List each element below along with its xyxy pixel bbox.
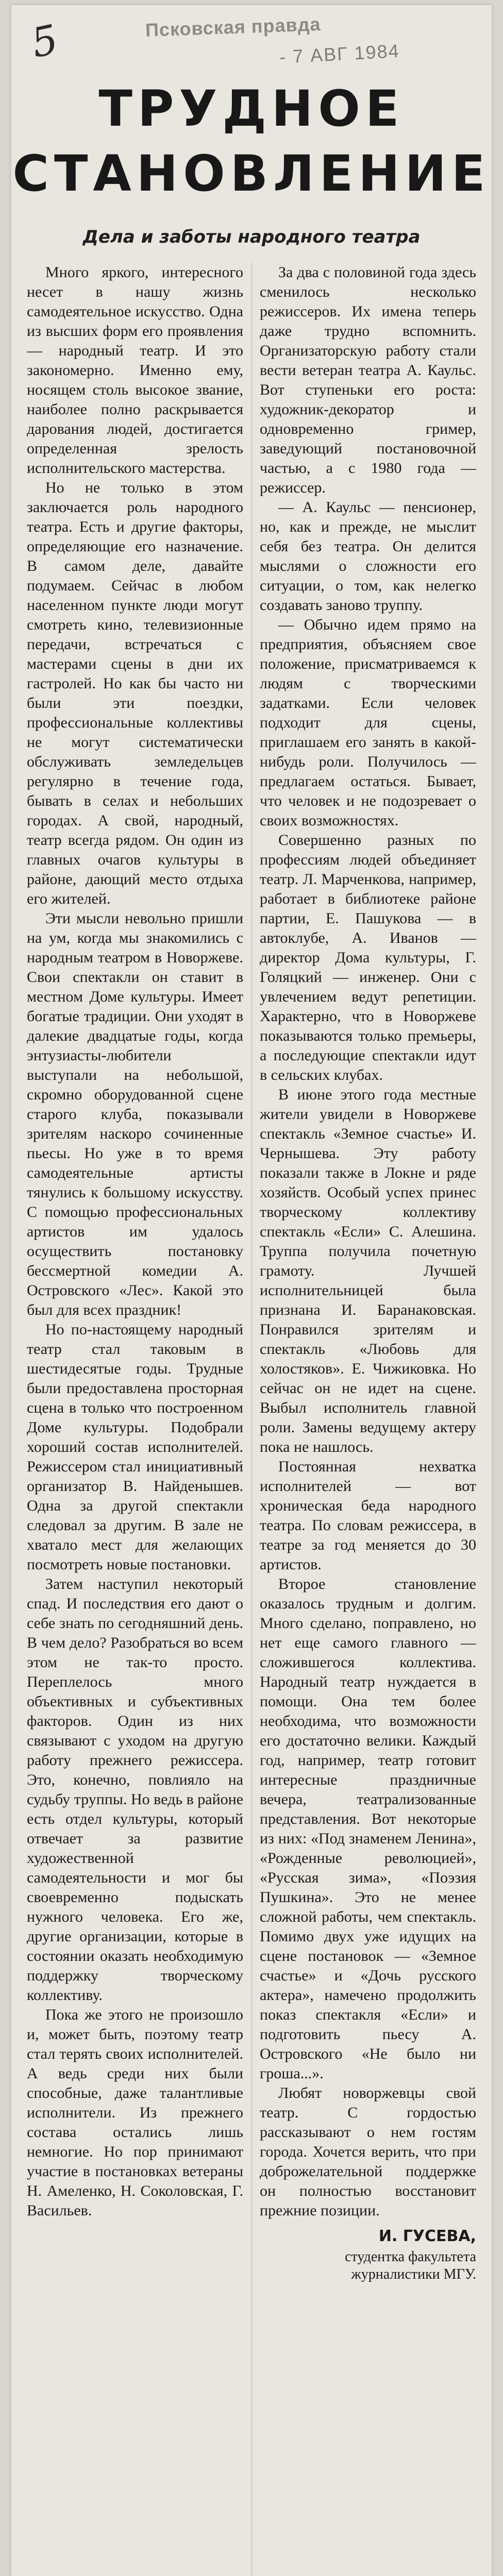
article-paragraph: Постоянная нехватка исполнителей — вот хроническая беда народного театра. По словам режиссера, в театре за год меняется до 30 артистов. [260, 1458, 476, 1573]
article-body [27, 263, 476, 2576]
handwritten-number: 5 [27, 16, 62, 67]
article-paragraph: Пока же этого не произошло и, может быть, поэтому театр стал терять своих исполнителей. А ведь среди них были способные, даже талантливые исполнители. Из прежнего состава остались лишь немногие. Но пор принимают участие в постановках ветераны Н. Амеленко, Н. Соколовская, Г. Васильев. [27, 2006, 243, 2219]
article-subtitle: Дела и заботы народного театра [82, 227, 421, 247]
article-paragraph: — А. Каульс — пенсионер, но, как и прежде, не мыслит себя без театра. Он делится мыслями о сложности его ситуации, о том, как нелегко создавать заново труппу. [260, 499, 476, 614]
newspaper-name-stamp: Псковская правда [145, 13, 322, 41]
author-name: И. ГУСЕВА, [378, 2227, 476, 2245]
article-paragraph: Эти мысли невольно пришли на ум, когда мы знакомились с народным театром в Новоржеве. Свои спектакли он ставит в местном Доме культуры. Имеет богатые традиции. Они уходят в далекие двадцатые годы, когда энтузиасты-любители выступали на небольшой, скромно оборудованной сцене старого клуба, показывали зрителям наскоро сочиненные пьесы. Но уже в то время самодеятельные артисты тянулись к большому искусству. С помощью профессиональных артистов им удалось осуществить постановку бессмертной комедии А. Островского «Лес». Какой это был для всех праздник! [27, 910, 243, 1318]
article-paragraph: Но по-настоящему народный театр стал таковым в шестидесятые годы. Трудные были предоставлена просторная сцена в только что построенном Доме культуры. Подобрали хороший состав исполнителей. Режиссером стал инициативный организатор В. Найденышев. Одна за другой спектакли следовал за другим. В зале не хватало мест для желающих посмотреть новые постановки. [27, 1321, 243, 1573]
left-column [27, 263, 243, 2576]
article-paragraph: В июне этого года местные жители увидели в Новоржеве спектакль «Земное счастье» И. Чернышева. Эту работу показали также в Локне и ряде хозяйств. Особый успех принес творческому коллективу спектакль «Если» С. Алешина. Труппа получила почетную грамоту. Лучшей исполнительницей была признана И. Баранаковская. Понравился зрителям и спектакль «Любовь для холостяков». Е. Чижиковка. Но сейчас он не идет на сцене. Выбыл исполнитель главной роли. Замены ведущему актеру пока не нашлось. [260, 1086, 476, 1455]
article-paragraph: За два с половиной года здесь сменилось несколько режиссеров. Их имена теперь даже трудно вспомнить. Организаторскую работу стали вести ветеран театра А. Каульс. Вот ступеньки его роста: художник-декоратор и одновременно гример, заведующий постановочной частью, а с 1980 года — режиссер. [260, 264, 476, 496]
date-stamp: - 7 АВГ 1984 [279, 40, 400, 68]
title-line-1: ТРУДНОЕ [98, 80, 405, 138]
article-paragraph: Совершенно разных по профессиям людей объединяет театр. Л. Марченкова, например, работает в библиотеке районе партии, Е. Пашукова — в автоклубе, А. Иванов — директор Дома культуры, Г. Голяцкий — инженер. Они с увлечением ведут репетиции. Характерно, что в Новоржеве показываются только премьеры, а последующие спектакли идут в сельских клубах. [260, 832, 476, 1083]
article-paragraph: Любят новоржевцы свой театр. С гордостью рассказывают о нем гостям города. Хочется верить, что при доброжелательной поддержке он полностью восстановит прежние позиции. [260, 2084, 476, 2219]
title-line-2: СТАНОВЛЕНИЕ [12, 145, 491, 202]
article-paragraph: Второе становление оказалось трудным и долгим. Много сделано, поправлено, но нет еще самого главного — сложившегося коллектива. Народный театр нуждается в помощи. Она тем более необходима, что возможности его достаточно велики. Каждый год, например, театр готовит интересные праздничные вечера, театрализованные представления. Вот некоторые из них: «Под знаменем Ленина», «Рожденные революцией», «Русская зима», «Поэзия Пушкина». Это не менее сложной работы, чем спектакль. Помимо двух уже идущих на сцене постановок — «Земное счастье» и «Дочь русского актера», намечено продолжить показ спектакля «Если» и подготовить пьесу А. Островского «Не было ни гроша...». [260, 1575, 476, 2082]
article-paragraph: Но не только в этом заключается роль народного театра. Есть и другие факторы, определяющие его назначение. В самом деле, давайте подумаем. Сейчас в любом населенном пункте люди могут смотреть кино, телевизионные передачи, встречаться с мастерами сцены в дни их гастролей. Но как бы часто ни были эти поездки, профессиональные коллективы не могут систематически обслуживать земледельцев регулярно в течение года, бывать в селах и небольших городах. А свой, народный, театр всегда рядом. Он один из главных очагов культуры в районе, дающий место отдыха его жителей. [27, 479, 243, 907]
article-title [11, 76, 492, 206]
article-paragraph: Затем наступил некоторый спад. И последствия его дают о себе знать по сегодняшний день. В чем дело? Разобраться во всем этом не так-то просто. Переплелось много объективных и субъективных факторов. Один из них связывают с уходом на другую работу прежнего режиссера. Это, конечно, повлияло на судьбу труппы. Но ведь в районе есть отдел культуры, который отвечает за развитие художественной самодеятельности и мог бы своевременно подыскать нужного человека. Его же, другие организации, которые в состоянии оказать необходимую поддержку творческому коллективу. [27, 1575, 243, 2004]
newspaper-clipping [11, 5, 492, 2576]
author-affiliation: студентка факультета журналистики МГУ. [345, 2249, 476, 2282]
clipping-header [27, 9, 475, 68]
article-paragraph: — Обычно идем прямо на предприятия, объясняем свое положение, присматриваемся к людям с творческими задатками. Если человек подходит для сцены, приглашаем его занять в какой-нибудь роли. Получилось — предлагаем остаться. Бывает, что человек и не подозревает о своих возможностях. [260, 616, 476, 829]
article-paragraph: Много яркого, интересного несет в нашу жизнь самодеятельное искусство. Одна из высших форм его проявления — народный театр. И это закономерно. Именно ему, носящем столь высокое звание, наиболее полно раскрывается дарования людей, достигается определенная зрелость исполнительского мастерства. [27, 264, 243, 477]
right-column [260, 263, 476, 2576]
